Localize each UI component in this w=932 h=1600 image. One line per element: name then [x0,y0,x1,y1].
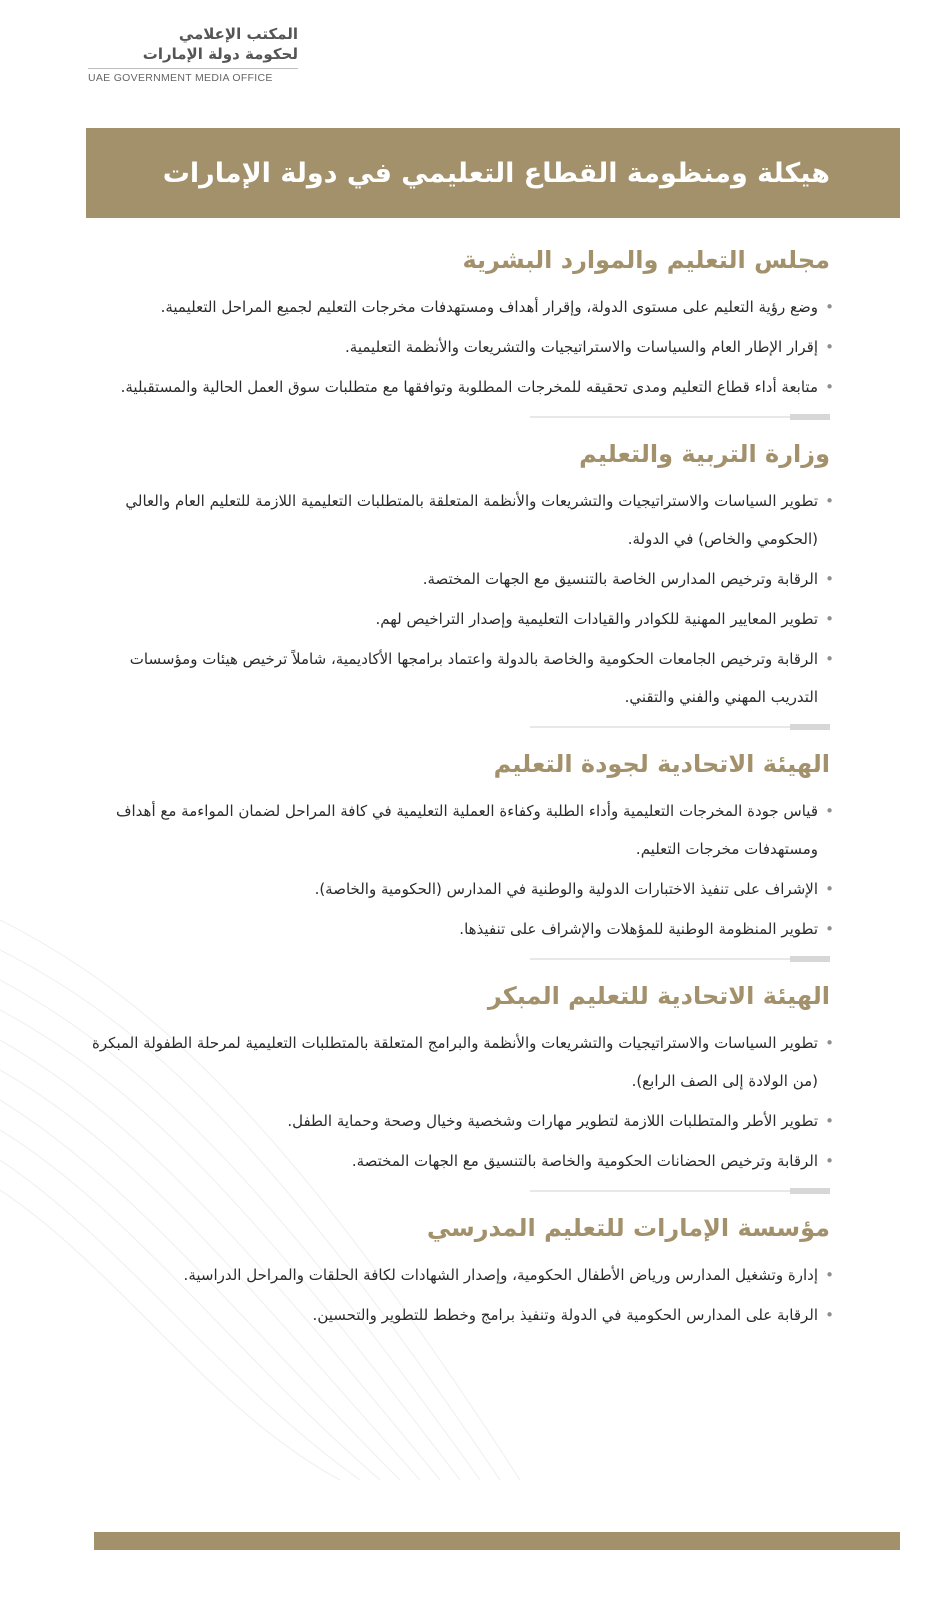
section-divider [530,416,830,418]
bullet-icon: • [825,570,834,588]
item-text: الرقابة وترخيص الجامعات الحكومية والخاصة بالدولة واعتماد برامجها الأكاديمية، شاملاً ترخيص هيئات ومؤسسات التدريب المهني والفني والتقني. [129,650,818,706]
title-banner [86,128,900,218]
bullet-icon: • [825,378,834,396]
list-item [86,600,834,638]
logo-arabic-line2: لحكومة دولة الإمارات [142,45,298,63]
list-item [86,482,834,558]
bullet-icon: • [825,650,834,668]
list-item [86,1256,834,1294]
section-title: وزارة التربية والتعليم [579,440,830,468]
item-text: الرقابة على المدارس الحكومية في الدولة وتنفيذ برامج وخطط للتطوير والتحسين. [312,1306,818,1324]
item-text: تطوير المنظومة الوطنية للمؤهلات والإشراف على تنفيذها. [459,920,818,938]
item-text: الإشراف على تنفيذ الاختبارات الدولية والوطنية في المدارس (الحكومية والخاصة). [314,880,818,898]
list-item [86,792,834,868]
section-early-education-authority [86,974,834,1192]
footer-bar [94,1532,900,1550]
section-title: مؤسسة الإمارات للتعليم المدرسي [426,1214,830,1242]
list-item [86,640,834,716]
page-title: هيكلة ومنظومة القطاع التعليمي في دولة الإمارات [162,157,830,189]
list-item [86,328,834,366]
bullet-icon: • [825,1152,834,1170]
content-area [86,238,834,1342]
bullet-icon: • [825,492,834,510]
section-title: الهيئة الاتحادية للتعليم المبكر [487,982,830,1010]
list-item [86,560,834,598]
list-item [86,288,834,326]
section-title: الهيئة الاتحادية لجودة التعليم [493,750,830,778]
section-quality-authority [86,742,834,960]
bullet-icon: • [825,1034,834,1052]
bullet-icon: • [825,802,834,820]
item-text: الرقابة وترخيص المدارس الخاصة بالتنسيق مع الجهات المختصة. [422,570,818,588]
list-item [86,1024,834,1100]
list-item [86,1102,834,1140]
bullet-icon: • [825,1112,834,1130]
section-school-education-foundation [86,1206,834,1334]
list-item [86,368,834,406]
list-item [86,1142,834,1180]
section-title: مجلس التعليم والموارد البشرية [462,246,830,274]
bullet-icon: • [825,298,834,316]
item-text: وضع رؤية التعليم على مستوى الدولة، وإقرار أهداف ومستهدفات مخرجات التعليم لجميع المراحل التعليمية. [160,298,818,316]
media-office-logo [88,24,298,84]
logo-divider [88,68,298,69]
bullet-icon: • [825,610,834,628]
section-divider [530,726,830,728]
item-text: تطوير السياسات والاستراتيجيات والتشريعات والأنظمة المتعلقة بالمتطلبات التعليمية اللازمة للتعليم العام والعالي (الحكومي والخاص) في الدولة. [125,492,818,548]
section-education-council [86,238,834,418]
item-text: إدارة وتشغيل المدارس ورياض الأطفال الحكومية، وإصدار الشهادات لكافة الحلقات والمراحل الدراسية. [183,1266,818,1284]
list-item [86,910,834,948]
item-text: تطوير المعايير المهنية للكوادر والقيادات التعليمية وإصدار التراخيص لهم. [375,610,818,628]
item-text: متابعة أداء قطاع التعليم ومدى تحقيقه للمخرجات المطلوبة وتوافقها مع متطلبات سوق العمل الحالية والمستقبلية. [120,378,818,396]
bullet-icon: • [825,920,834,938]
item-text: تطوير الأطر والمتطلبات اللازمة لتطوير مهارات وشخصية وخيال وصحة وحماية الطفل. [287,1112,818,1130]
bullet-icon: • [825,880,834,898]
logo-english: UAE GOVERNMENT MEDIA OFFICE [88,72,273,84]
section-divider [530,1190,830,1192]
item-text: قياس جودة المخرجات التعليمية وأداء الطلبة وكفاءة العملية التعليمية في كافة المراحل لضمان المواءمة مع أهداف ومستهدفات مخرجات التعليم. [115,802,818,858]
bullet-icon: • [825,338,834,356]
item-text: الرقابة وترخيص الحضانات الحكومية والخاصة بالتنسيق مع الجهات المختصة. [351,1152,818,1170]
item-text: تطوير السياسات والاستراتيجيات والتشريعات والأنظمة والبرامج المتعلقة بالمتطلبات التعليمية لمرحلة الطفولة المبكرة (من الولادة إلى الصف الرابع). [92,1034,818,1090]
list-item [86,1296,834,1334]
bullet-icon: • [825,1266,834,1284]
list-item [86,870,834,908]
section-divider [530,958,830,960]
bullet-icon: • [825,1306,834,1324]
section-ministry-education [86,432,834,728]
logo-arabic-line1: المكتب الإعلامي [178,25,298,43]
item-text: إقرار الإطار العام والسياسات والاستراتيجيات والتشريعات والأنظمة التعليمية. [345,338,818,356]
